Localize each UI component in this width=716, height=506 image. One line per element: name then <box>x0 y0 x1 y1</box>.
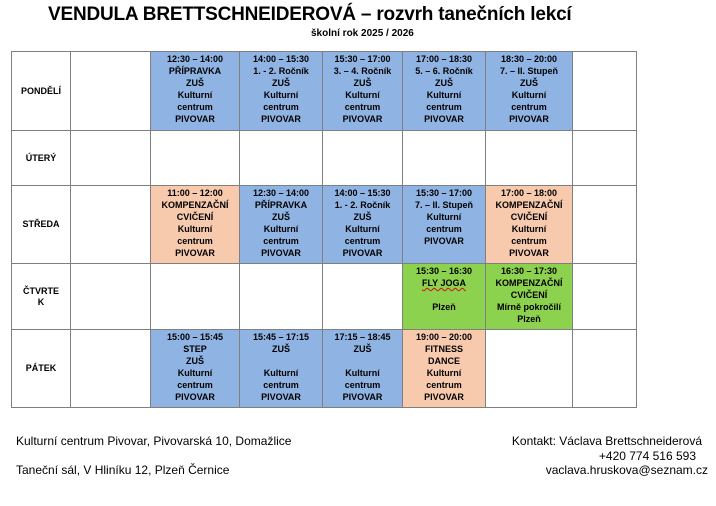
empty-cell <box>323 131 403 186</box>
lesson-detail: ZUŠ <box>353 212 372 222</box>
lesson-detail: ZUŠ <box>353 344 372 354</box>
lesson-detail: centrum <box>177 380 213 390</box>
lesson-detail: KOMPENZAČNÍ <box>495 278 563 288</box>
lesson-detail: Kulturní <box>177 224 213 234</box>
lesson-detail: STEP <box>183 344 207 354</box>
lesson-detail: centrum <box>177 102 213 112</box>
lesson-detail: Kulturní <box>426 90 462 100</box>
day-label-line: ÚTERÝ <box>25 152 57 163</box>
lesson-detail: ZUŠ <box>186 356 204 366</box>
lesson-detail: centrum <box>426 224 462 234</box>
lesson-cell <box>486 186 573 264</box>
lesson-detail: ZUŠ <box>435 78 453 88</box>
lesson-detail: PIVOVAR <box>509 114 549 124</box>
lesson-time: 14:00 – 15:30 <box>334 188 391 198</box>
lesson-detail: FITNESS <box>424 344 463 354</box>
lesson-cell <box>403 52 486 131</box>
lesson-detail: CVIČENÍ <box>176 212 214 222</box>
lesson-time: 17:15 – 18:45 <box>334 332 391 342</box>
lesson-detail: centrum <box>426 380 462 390</box>
day-label <box>12 186 71 264</box>
lesson-detail: Kulturní <box>511 90 547 100</box>
empty-cell <box>573 330 637 408</box>
empty-cell <box>151 264 240 330</box>
lesson-detail <box>240 355 322 367</box>
lesson-detail: centrum <box>511 102 547 112</box>
lesson-detail <box>403 289 485 301</box>
lesson-detail: centrum <box>263 102 299 112</box>
day-label <box>12 52 71 131</box>
empty-cell <box>573 131 637 186</box>
lesson-detail: Kulturní <box>263 90 299 100</box>
lesson-cell <box>151 52 240 131</box>
lesson-detail: ZUŠ <box>272 212 290 222</box>
lesson-detail: CVIČENÍ <box>510 290 548 300</box>
empty-cell <box>573 52 637 131</box>
lesson-cell <box>403 186 486 264</box>
lesson-cell <box>323 52 403 131</box>
empty-cell <box>486 131 573 186</box>
lesson-cell <box>240 330 323 408</box>
school-year: školní rok 2025 / 2026 <box>311 28 414 39</box>
lesson-detail: Kulturní <box>426 212 462 222</box>
lesson-detail: ZUŠ <box>272 78 290 88</box>
lesson-detail: centrum <box>263 236 299 246</box>
day-label <box>12 131 71 186</box>
lesson-detail: Plzeň <box>432 302 456 312</box>
lesson-detail: DANCE <box>427 356 460 366</box>
empty-cell <box>71 330 151 408</box>
day-label-line: PONDĚLÍ <box>20 85 61 96</box>
lesson-detail: centrum <box>344 380 381 390</box>
contact-name: Kontakt: Václava Brettschneiderová <box>511 434 702 448</box>
lesson-time: 15:45 – 17:15 <box>252 332 310 342</box>
lesson-detail: PIVOVAR <box>175 248 215 258</box>
lesson-time: 12:30 – 14:00 <box>252 188 310 198</box>
lesson-detail: Kulturní <box>177 368 213 378</box>
lesson-detail: PŘÍPRAVKA <box>168 66 222 76</box>
venue-address-plzen: Taneční sál, V Hliníku 12, Plzeň Černice <box>16 463 230 477</box>
lesson-detail: CVIČENÍ <box>510 212 548 222</box>
lesson-detail: 7. – II. Stupeň <box>414 200 473 210</box>
empty-cell <box>240 131 323 186</box>
empty-cell <box>573 264 637 330</box>
day-label-line: K <box>37 296 45 307</box>
lesson-cell <box>240 52 323 131</box>
lesson-time: 16:30 – 17:30 <box>500 266 558 276</box>
lesson-detail: Kulturní <box>263 224 299 234</box>
lesson-detail: Plzeň <box>517 314 541 324</box>
lesson-detail: Kulturní <box>345 368 380 378</box>
lesson-detail: 5. – 6. Ročník <box>415 66 473 76</box>
lesson-detail: PIVOVAR <box>261 392 301 402</box>
lesson-detail: Mírně pokročilí <box>496 302 561 312</box>
empty-cell <box>240 264 323 330</box>
empty-cell <box>71 131 151 186</box>
day-label <box>12 330 71 408</box>
venue-address-domazlice: Kulturní centrum Pivovar, Pivovarská 10, Domažlice <box>16 434 292 448</box>
lesson-cell <box>403 264 486 330</box>
empty-cell <box>71 186 151 264</box>
lesson-cell <box>323 330 403 408</box>
lesson-detail: PIVOVAR <box>424 236 464 246</box>
lesson-detail: centrum <box>511 236 547 246</box>
lesson-detail: 3. – 4. Ročník <box>333 66 392 76</box>
schedule-row <box>12 264 637 330</box>
lesson-detail: PIVOVAR <box>342 114 383 124</box>
lesson-detail: ZUŠ <box>520 78 538 88</box>
empty-cell <box>573 186 637 264</box>
lesson-detail: Kulturní <box>426 368 462 378</box>
lesson-time: 15:30 – 16:30 <box>415 266 473 276</box>
lesson-detail: PIVOVAR <box>175 392 215 402</box>
lesson-detail: KOMPENZAČNÍ <box>161 200 229 210</box>
lesson-detail: FLY JOGA <box>421 278 466 288</box>
schedule-row <box>12 131 637 186</box>
lesson-detail: KOMPENZAČNÍ <box>495 200 563 210</box>
schedule-row <box>12 330 637 408</box>
empty-cell <box>486 330 573 408</box>
lesson-detail: ZUŠ <box>186 78 204 88</box>
lesson-detail: PIVOVAR <box>261 114 301 124</box>
lesson-time: 17:00 – 18:00 <box>500 188 558 198</box>
lesson-time: 19:00 – 20:00 <box>415 332 473 342</box>
empty-cell <box>71 52 151 131</box>
lesson-detail: centrum <box>344 236 381 246</box>
page-title: VENDULA BRETTSCHNEIDEROVÁ – rozvrh tanečních lekcí <box>48 4 572 25</box>
contact-email: vaclava.hruskova@seznam.cz <box>545 463 708 477</box>
lesson-time: 15:30 – 17:00 <box>415 188 473 198</box>
lesson-detail: 7. – II. Stupeň <box>499 66 558 76</box>
lesson-detail: PŘÍPRAVKA <box>254 200 308 210</box>
lesson-detail <box>323 355 402 367</box>
lesson-detail: PIVOVAR <box>342 248 383 258</box>
day-label-line: ČTVRTE <box>23 285 59 296</box>
lesson-detail: PIVOVAR <box>261 248 301 258</box>
lesson-time: 15:30 – 17:00 <box>334 54 391 64</box>
lesson-cell <box>403 330 486 408</box>
day-label-line: PÁTEK <box>25 363 57 373</box>
lesson-cell <box>151 186 240 264</box>
empty-cell <box>323 264 403 330</box>
contact-phone: +420 774 516 593 <box>598 449 696 463</box>
lesson-cell <box>486 264 573 330</box>
lesson-detail: Kulturní <box>511 224 547 234</box>
lesson-detail: PIVOVAR <box>175 114 215 124</box>
lesson-detail: centrum <box>177 236 213 246</box>
lesson-detail: centrum <box>263 380 299 390</box>
lesson-detail: PIVOVAR <box>509 248 549 258</box>
day-label-line: STŘEDA <box>22 219 60 229</box>
lesson-cell <box>240 186 323 264</box>
lesson-detail: Kulturní <box>177 90 213 100</box>
empty-cell <box>403 131 486 186</box>
lesson-detail: PIVOVAR <box>424 392 464 402</box>
lesson-detail: ZUŠ <box>353 78 372 88</box>
empty-cell <box>71 264 151 330</box>
schedule-row <box>12 186 637 264</box>
lesson-time: 17:00 – 18:30 <box>415 54 473 64</box>
lesson-detail: Kulturní <box>345 224 380 234</box>
lesson-time: 12:30 – 14:00 <box>166 54 224 64</box>
lesson-time: 18:30 – 20:00 <box>500 54 558 64</box>
lesson-detail: centrum <box>344 102 381 112</box>
lesson-cell <box>323 186 403 264</box>
lesson-detail: 1. - 2. Ročník <box>334 200 391 210</box>
lesson-time: 15:00 – 15:45 <box>166 332 224 342</box>
lesson-detail: 1. - 2. Ročník <box>253 66 309 76</box>
lesson-time: 14:00 – 15:30 <box>252 54 310 64</box>
empty-cell <box>151 131 240 186</box>
lesson-time: 11:00 – 12:00 <box>167 188 223 198</box>
schedule-row <box>12 52 637 131</box>
lesson-detail: centrum <box>426 102 462 112</box>
lesson-detail: Kulturní <box>263 368 299 378</box>
lesson-detail: Kulturní <box>345 90 380 100</box>
schedule-table <box>11 51 637 408</box>
lesson-detail: PIVOVAR <box>342 392 383 402</box>
lesson-cell <box>486 52 573 131</box>
lesson-detail: ZUŠ <box>272 344 290 354</box>
lesson-detail: PIVOVAR <box>424 114 464 124</box>
day-label <box>12 264 71 330</box>
lesson-cell <box>151 330 240 408</box>
